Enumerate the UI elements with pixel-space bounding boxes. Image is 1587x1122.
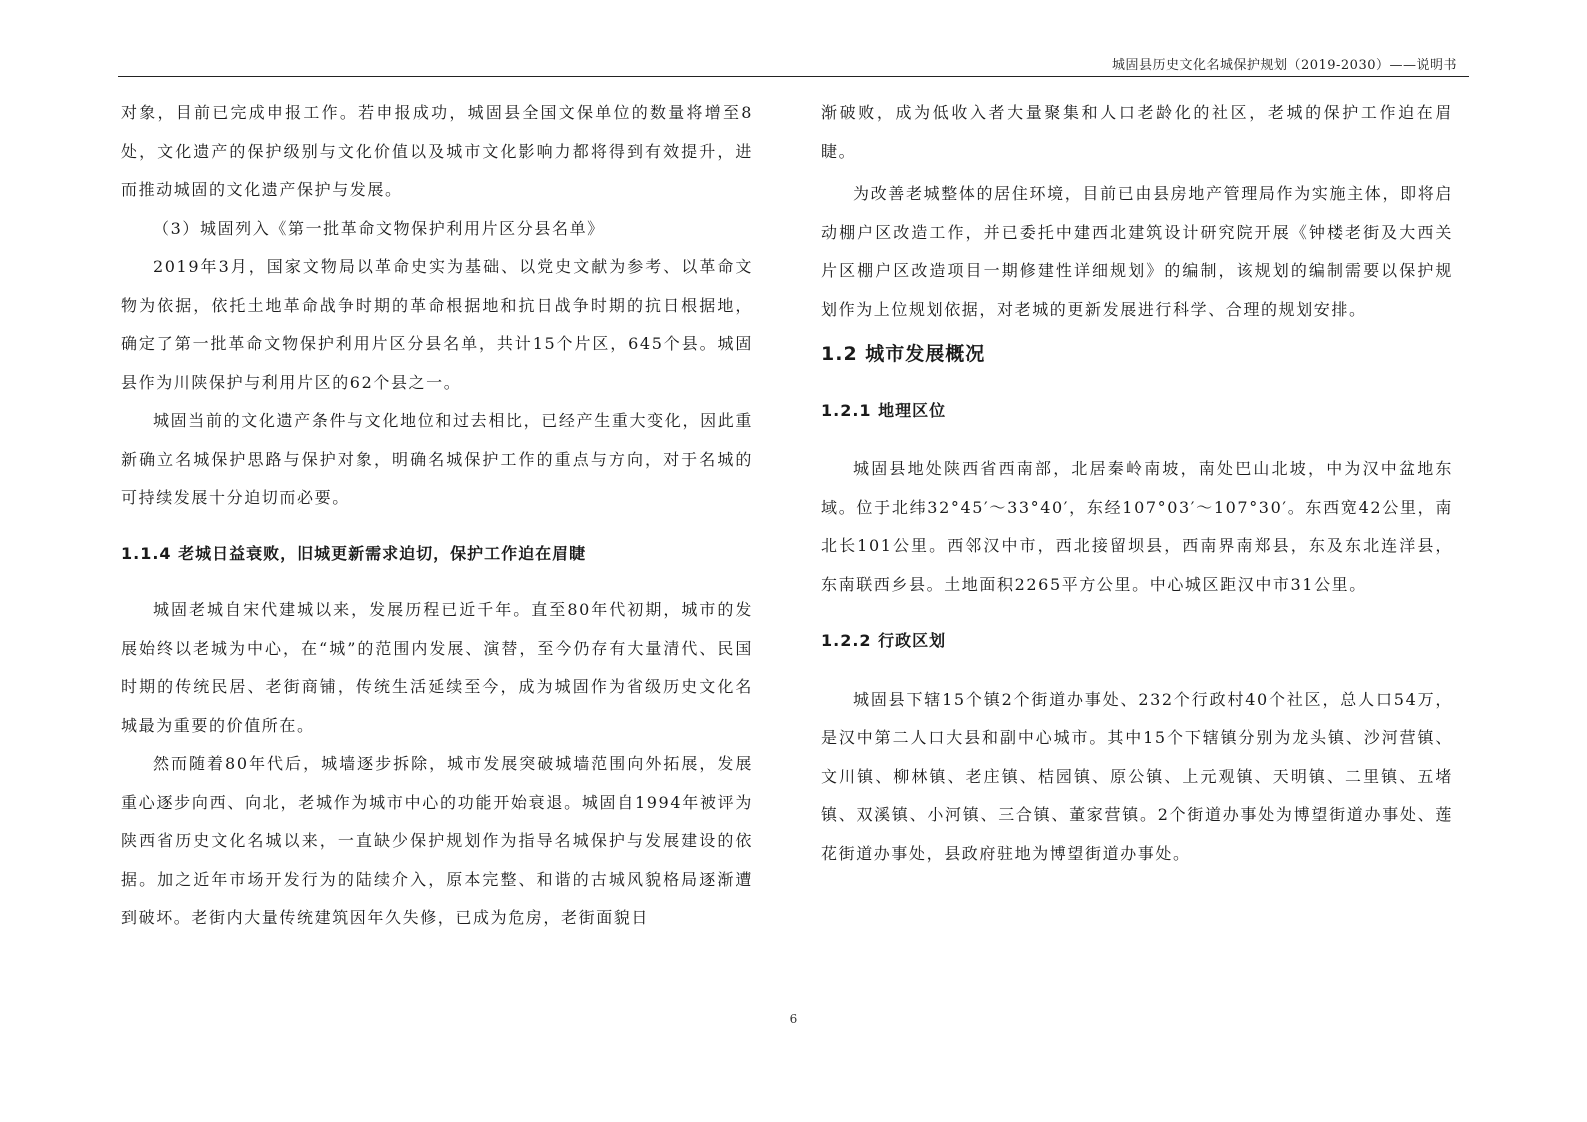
right-column bbox=[821, 94, 1453, 873]
paragraph: 渐破败，成为低收入者大量聚集和人口老龄化的社区，老城的保护工作迫在眉睫。 bbox=[821, 103, 1453, 161]
section-heading-1-2-1: 1.2.1 地理区位 bbox=[821, 400, 947, 420]
page-header bbox=[118, 52, 1469, 77]
section-heading-1-2: 1.2 城市发展概况 bbox=[821, 343, 986, 365]
page-number: 6 bbox=[789, 1012, 798, 1026]
paragraph: 为改善老城整体的居住环境，目前已由县房地产管理局作为实施主体，即将启动棚户区改造工作，并已委托中建西北建筑设计研究院开展《钟楼老街及大西关片区棚户区改造项目一期修建性详细规划》的编制，该规划的编制需要以保护规划作为上位规划依据，对老城的更新发展进行科学、合理的规划安排。 bbox=[821, 184, 1453, 319]
paragraph: 对象，目前已完成申报工作。若申报成功，城固县全国文保单位的数量将增至8处，文化遗产的保护级别与文化价值以及城市文化影响力都将得到有效提升，进而推动城固的文化遗产保护与发展。 bbox=[121, 103, 753, 199]
paragraph: 2019年3月，国家文物局以革命史实为基础、以党史文献为参考、以革命文物为依据，依托土地革命战争时期的革命根据地和抗日战争时期的抗日根据地，确定了第一批革命文物保护利用片区分县名单，共计15个片区，645个县。城固县作为川陕保护与利用片区的62个县之一。 bbox=[121, 257, 753, 392]
section-heading-1-2-2: 1.2.2 行政区划 bbox=[821, 631, 947, 650]
section-heading-1-1-4: 1.1.4 老城日益衰败，旧城更新需求迫切，保护工作迫在眉睫 bbox=[121, 543, 587, 563]
list-heading: （3）城固列入《第一批革命文物保护利用片区分县名单》 bbox=[153, 218, 605, 238]
document-title: 城固县历史文化名城保护规划（2019-2030）——说明书 bbox=[1111, 58, 1457, 73]
left-column bbox=[121, 94, 753, 938]
paragraph: 城固当前的文化遗产条件与文化地位和过去相比，已经产生重大变化，因此重新确立名城保护思路与保护对象，明确名城保护工作的重点与方向，对于名城的可持续发展十分迫切而必要。 bbox=[121, 411, 753, 507]
paragraph: 城固老城自宋代建城以来，发展历程已近千年。直至80年代初期，城市的发展始终以老城为中心，在“城”的范围内发展、演替，至今仍存有大量清代、民国时期的传统民居、老街商铺，传统生活延续至今，成为城固作为省级历史文化名城最为重要的价值所在。 bbox=[121, 600, 753, 735]
paragraph: 然而随着80年代后，城墙逐步拆除，城市发展突破城墙范围向外拓展，发展重心逐步向西、向北，老城作为城市中心的功能开始衰退。城固自1994年被评为陕西省历史文化名城以来，一直缺少保护规划作为指导名城保护与发展建设的依据。加之近年市场开发行为的陆续介入，原本完整、和谐的古城风貌格局逐渐遭到破坏。老街内大量传统建筑因年久失修，已成为危房，老街面貌日 bbox=[121, 754, 753, 927]
paragraph: 城固县下辖15个镇2个街道办事处、232个行政村40个社区，总人口54万，是汉中第二人口大县和副中心城市。其中15个下辖镇分别为龙头镇、沙河营镇、文川镇、柳林镇、老庄镇、桔园镇、原公镇、上元观镇、天明镇、二里镇、五堵镇、双溪镇、小河镇、三合镇、董家营镇。2个街道办事处为博望街道办事处、莲花街道办事处，县政府驻地为博望街道办事处。 bbox=[821, 689, 1453, 863]
paragraph: 城固县地处陕西省西南部，北居秦岭南坡，南处巴山北坡，中为汉中盆地东域。位于北纬32°45′～33°40′，东经107°03′～107°30′。东西宽42公里，南北长101公里。西邻汉中市，西北接留坝县，西南界南郑县，东及东北连洋县，东南联西乡县。土地面积2265平方公里。中心城区距汉中市31公里。 bbox=[821, 459, 1453, 594]
